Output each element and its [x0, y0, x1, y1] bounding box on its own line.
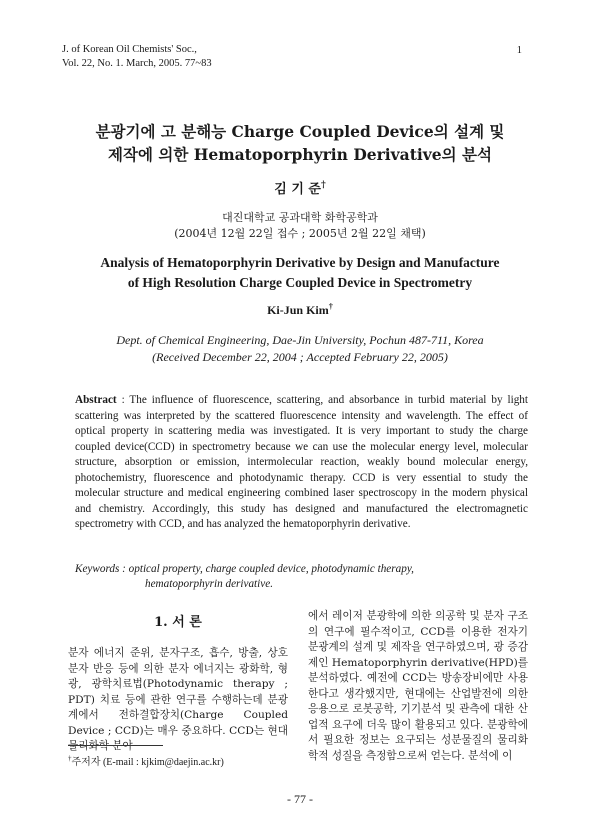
english-title	[50, 253, 550, 293]
korean-affiliation-line-1: 대진대학교 공과대학 화학공학과	[222, 211, 378, 224]
english-title-line-2: of High Resolution Charge Coupled Device in Spectrometry	[127, 275, 473, 290]
body-left-column: 분자 에너지 준위, 분자구조, 흡수, 방출, 상호 분자 반응 등에 의한 분자 에너지는 광화학, 형광, 광학치료법(Photodynamic therapy ; PDT) 치료 등에 관한 연구를 수행하는데 분광계에서 전하결합장치(Charge Coupled Device ; CCD)는 매우 중요하다. CCD는 현대 물리화학 분야	[68, 647, 288, 752]
korean-author-name: 김 기 준	[274, 182, 321, 197]
author-mark: †	[320, 179, 326, 191]
keywords-line-1: Keywords : optical property, charge coupled device, photodynamic therapy,	[75, 563, 414, 575]
korean-title-line-2: 제작에 의한 Hematoporphyrin Derivative의 분석	[108, 145, 492, 164]
korean-title-line-1: 분광기에 고 분해능 Charge Coupled Device의 설계 및	[95, 122, 505, 141]
korean-affiliation	[0, 210, 600, 242]
korean-author	[0, 178, 600, 197]
section-heading: 1. 서 론	[154, 615, 202, 630]
english-affiliation-line-1: Dept. of Chemical Engineering, Dae-Jin University, Pochun 487-711, Korea	[116, 333, 484, 347]
english-author	[0, 302, 600, 318]
english-affiliation	[0, 332, 600, 366]
journal-line-2: Vol. 22, No. 1. March, 2005. 77~83	[62, 58, 212, 69]
abstract-text: : The influence of fluorescence, scattering, and absorbance in turbid material by light scattering was interpreted by the scattered fluorescence intensity and wavelength. The effect of optical property in scattering media was investigated. It is very important to study the charge coupled device(CCD) in spectrometry because we can use the molecular energy level, molecular structure, absorption or emission, intermolecular reaction, weakly bound molecular energy, photochemistry, fluorescence and photodynamic therapy. CCD is very essential to study the molecular structure and medical engineering combined laser spectroscopy in the modern physical and chemistry. Accordingly, this study has designed and manufactured the electromagnetic spectrometry with CCD, and has analyzed the hematoporphyrin derivative.	[75, 394, 528, 530]
page-footer: - 77 -	[287, 792, 313, 806]
abstract-label: Abstract	[75, 394, 117, 406]
author-mark-en: †	[328, 302, 333, 311]
keywords	[75, 562, 528, 592]
footnote-mark: †	[68, 754, 72, 763]
abstract	[75, 393, 528, 533]
footnote-divider	[68, 745, 163, 746]
footnote	[68, 753, 224, 768]
korean-affiliation-line-2: (2004년 12월 22일 접수 ; 2005년 2월 22일 채택)	[174, 227, 426, 240]
english-author-name: Ki-Jun Kim	[267, 303, 329, 317]
korean-title	[60, 120, 540, 166]
english-affiliation-line-2: (Received December 22, 2004 ; Accepted February 22, 2005)	[152, 350, 448, 364]
keywords-line-2: hematoporphyrin derivative.	[145, 578, 274, 590]
body-right-column: 에서 레이저 분광학에 의한 의공학 및 분자 구조의 연구에 필수적이고, CCD를 이용한 전자기 분광계의 설계 및 제작을 연구하였으며, 광 증감제인 Hematoporphyrin derivative(HPD)를 분석하였다. 예전에 CCD는 방송장비에만 사용한다고 생각했지만, 현대에는 산업발전에 의한 응용으로 로봇공학, 기기분석 및 관측에 대한 산업적 요구에 더욱 많이 활용되고 있다. 분광학에서 필요한 정보는 요구되는 성분물질의 물리화학적 성질을 측정함으로써 얻는다. 분석에 이	[308, 610, 528, 762]
page-number-top: 1	[516, 45, 522, 56]
journal-line-1: J. of Korean Oil Chemists' Soc.,	[62, 44, 197, 55]
footnote-text: 주저자 (E-mail : kjkim@daejin.ac.kr)	[71, 757, 224, 768]
english-title-line-1: Analysis of Hematoporphyrin Derivative by Design and Manufacture	[100, 255, 500, 270]
journal-citation	[62, 43, 212, 71]
